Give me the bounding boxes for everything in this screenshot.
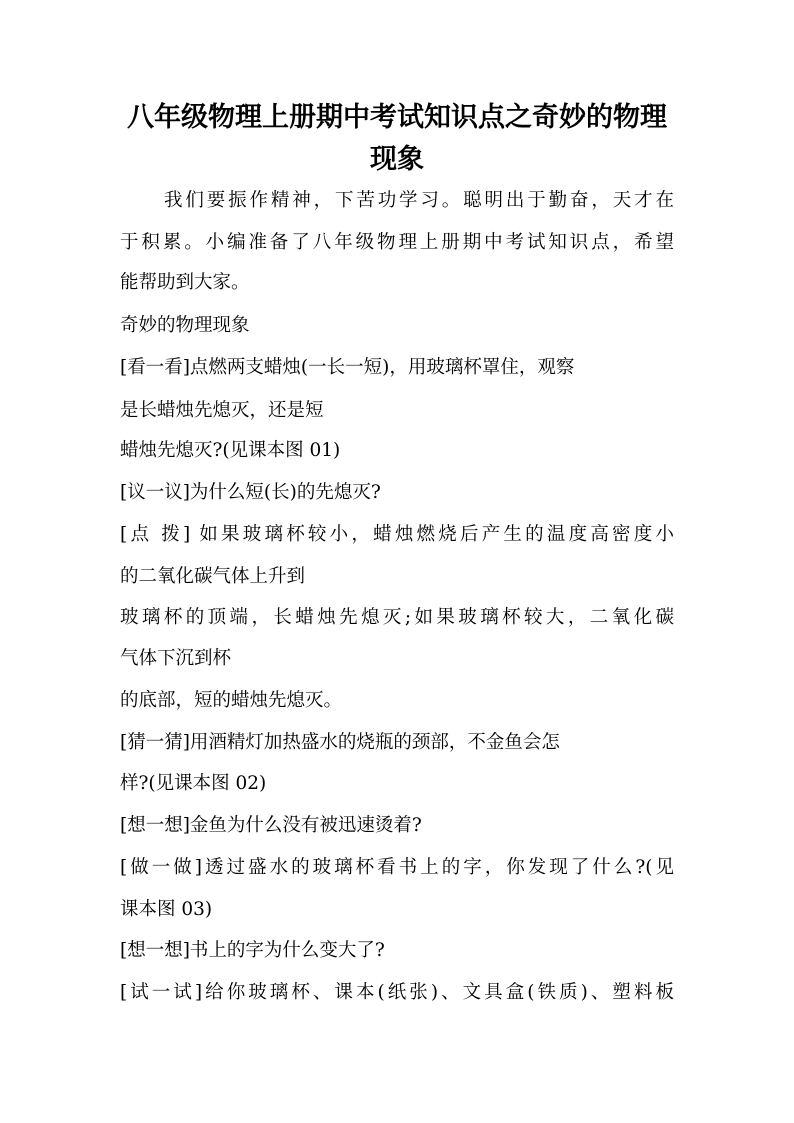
body-line: [猜一猜]用酒精灯加热盛水的烧瓶的颈部，不金鱼会怎 bbox=[120, 732, 560, 753]
section-heading: 奇妙的物理现象 bbox=[120, 315, 250, 336]
body-line: [想一想]书上的字为什么变大了? bbox=[120, 940, 385, 961]
body-line: 的底部，短的蜡烛先熄灭。 bbox=[120, 690, 343, 711]
body-line: 蜡烛先熄灭?(见课本图 01) bbox=[120, 440, 341, 461]
body-line: [做一做]透过盛水的玻璃杯看书上的字，你发现了什么?(见 bbox=[120, 857, 674, 878]
body-line: [想一想]金鱼为什么没有被迅速烫着? bbox=[120, 815, 422, 836]
body-line: 课本图 03) bbox=[120, 899, 213, 920]
intro-line-3: 能帮助到大家。 bbox=[120, 272, 250, 293]
body-line: [议一议]为什么短(长)的先熄灭? bbox=[120, 482, 381, 503]
body-line: 的二氧化碳气体上升到 bbox=[120, 566, 306, 587]
document-title-continued: 现象 bbox=[370, 144, 424, 175]
document-title: 八年级物理上册期中考试知识点之奇妙的物理 bbox=[127, 102, 667, 133]
intro-line-1: 我们要振作精神，下苦功学习。聪明出于勤奋，天才在 bbox=[164, 190, 674, 211]
body-line: 是长蜡烛先熄灭，还是短 bbox=[120, 400, 324, 421]
body-line: [看一看]点燃两支蜡烛(一长一短)，用玻璃杯罩住，观察 bbox=[120, 357, 575, 378]
body-line: 玻璃杯的顶端，长蜡烛先熄灭;如果玻璃杯较大，二氧化碳 bbox=[120, 607, 674, 628]
body-line: 气体下沉到杯 bbox=[120, 648, 232, 669]
body-line: [点 拨] 如果玻璃杯较小，蜡烛燃烧后产生的温度高密度小 bbox=[120, 524, 674, 545]
body-line: [试一试]给你玻璃杯、课本(纸张)、文具盒(铁质)、塑料板 bbox=[120, 982, 674, 1003]
intro-line-2: 于积累。小编准备了八年级物理上册期中考试知识点，希望 bbox=[120, 232, 674, 253]
body-line: 样?(见课本图 02) bbox=[120, 773, 267, 794]
